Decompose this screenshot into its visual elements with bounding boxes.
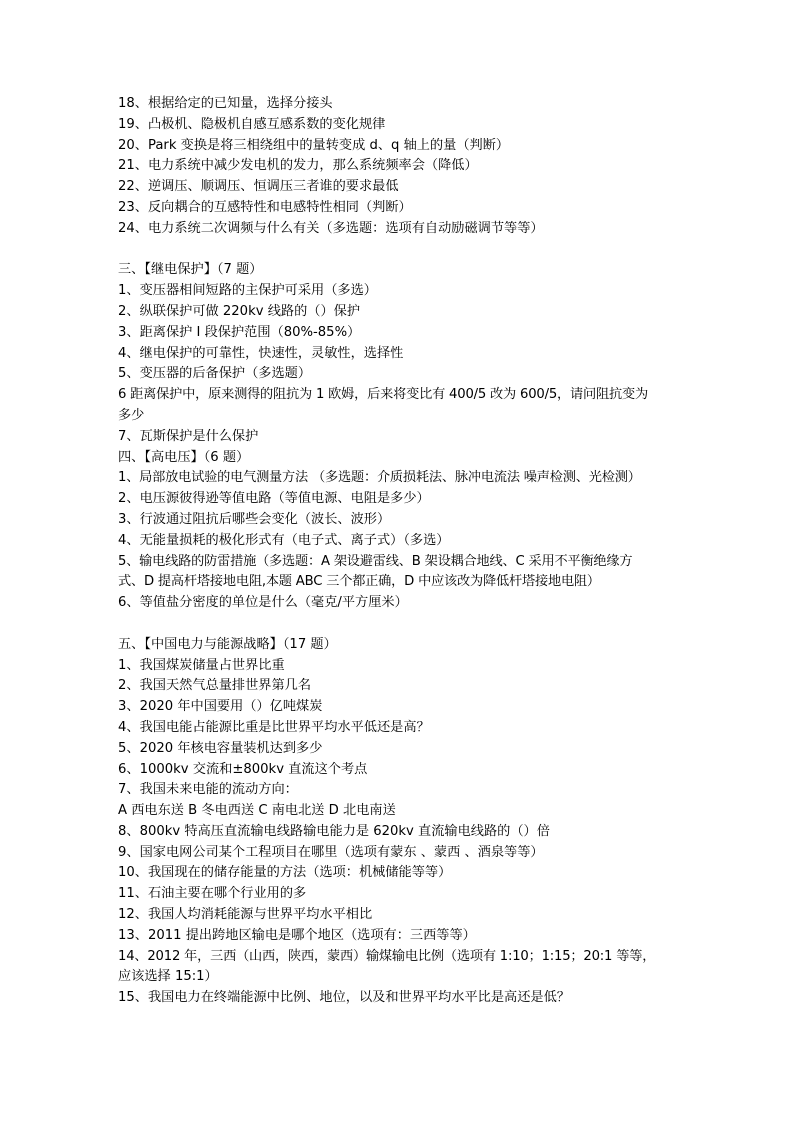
question-item: 8、800kv 特高压直流输电线路输电能力是 620kv 直流输电线路的（）倍	[118, 823, 550, 839]
section-energy-strategy	[118, 635, 688, 1009]
question-item: 6、1000kv 交流和±800kv 直流这个考点	[118, 761, 368, 777]
question-list-block	[118, 94, 688, 240]
question-item: 3、2020 年中国要用（）亿吨煤炭	[118, 699, 323, 715]
section-high-voltage	[118, 448, 688, 614]
section-title: 三、【继电保护】（7 题）	[118, 262, 263, 278]
question-item: 24、电力系统二次调频与什么有关（多选题：选项有自动励磁调节等等）	[118, 220, 544, 236]
question-item-continuation: 应该选择 15:1）	[118, 969, 218, 985]
blank-line	[118, 240, 688, 261]
section-title: 四、【高电压】（6 题）	[118, 449, 250, 465]
question-item: 3、距离保护 I 段保护范围（80%-85%）	[118, 324, 361, 340]
question-item: 6 距离保护中，原来测得的阻抗为 1 欧姆，后来将变比有 400/5 改为 600/5，请问阻抗变为	[118, 387, 648, 403]
question-item: 20、Park 变换是将三相绕组中的量转变成 d、q 轴上的量（判断）	[118, 137, 510, 153]
question-item: 4、继电保护的可靠性，快速性，灵敏性，选择性	[118, 345, 404, 361]
question-item: 5、输电线路的防雷措施（多选题：A 架设避雷线、B 架设耦合地线、C 采用不平衡绝缘方	[118, 553, 633, 569]
question-item: 2、电压源彼得逊等值电路（等值电源、电阻是多少）	[118, 491, 430, 507]
question-item: 2、我国天然气总量排世界第几名	[118, 678, 312, 694]
section-title: 五、【中国电力与能源战略】（17 题）	[118, 636, 337, 652]
question-item: 7、我国未来电能的流动方向：	[118, 782, 298, 798]
question-item: 18、根据给定的已知量，选择分接头	[118, 96, 333, 111]
question-item: 1、局部放电试验的电气测量方法 （多选题：介质损耗法、脉冲电流法 噪声检测、光检测）	[118, 470, 641, 486]
question-item: 7、瓦斯保护是什么保护	[118, 428, 259, 444]
question-item: 14、2012 年，三西（山西，陕西，蒙西）输煤输电比例（选项有 1:10；1:15；20:1 等等，	[118, 948, 656, 964]
question-item: 9、国家电网公司某个工程项目在哪里（选项有蒙东 、蒙西 、酒泉等等）	[118, 844, 544, 860]
question-item: 1、变压器相间短路的主保护可采用（多选）	[118, 283, 377, 299]
document-page	[118, 94, 688, 1009]
question-item: 12、我国人均消耗能源与世界平均水平相比	[118, 907, 373, 923]
question-item: 1、我国煤炭储量占世界比重	[118, 657, 285, 673]
question-item: 3、行波通过阻抗后哪些会变化（波长、波形）	[118, 511, 391, 527]
question-item: 11、石油主要在哪个行业用的多	[118, 886, 307, 902]
question-item: 4、无能量损耗的极化形式有（电子式、离子式）（多选）	[118, 532, 450, 548]
answer-options: A 西电东送 B 冬电西送 C 南电北送 D 北电南送	[118, 803, 396, 819]
question-item: 15、我国电力在终端能源中比例、地位，以及和世界平均水平比是高还是低？	[118, 990, 570, 1006]
question-item: 4、我国电能占能源比重是比世界平均水平低还是高？	[118, 719, 430, 735]
blank-line	[118, 614, 688, 635]
question-item: 2、纵联保护可做 220kv 线路的（）保护	[118, 303, 361, 319]
question-item: 10、我国现在的储存能量的方法（选项：机械储能等等）	[118, 865, 452, 881]
question-item: 22、逆调压、顺调压、恒调压三者谁的要求最低	[118, 179, 399, 195]
question-item: 5、变压器的后备保护（多选题）	[118, 366, 312, 382]
question-item-continuation: 多少	[118, 407, 145, 423]
section-relay-protection	[118, 260, 688, 447]
question-item: 13、2011 提出跨地区输电是哪个地区（选项有：三西等等）	[118, 927, 476, 943]
question-item: 19、凸极机、隐极机自感互感系数的变化规律	[118, 116, 386, 132]
question-item: 5、2020 年核电容量装机达到多少	[118, 740, 323, 756]
question-item-continuation: 式、D 提高杆塔接地电阻,本题 ABC 三个都正确，D 中应该改为降低杆塔接地电阻）	[118, 574, 600, 590]
question-item: 23、反向耦合的互感特性和电感特性相同（判断）	[118, 199, 412, 215]
question-item: 6、等值盐分密度的单位是什么（毫克/平方厘米）	[118, 595, 408, 611]
question-item: 21、电力系统中减少发电机的发力，那么系统频率会（降低）	[118, 158, 478, 174]
